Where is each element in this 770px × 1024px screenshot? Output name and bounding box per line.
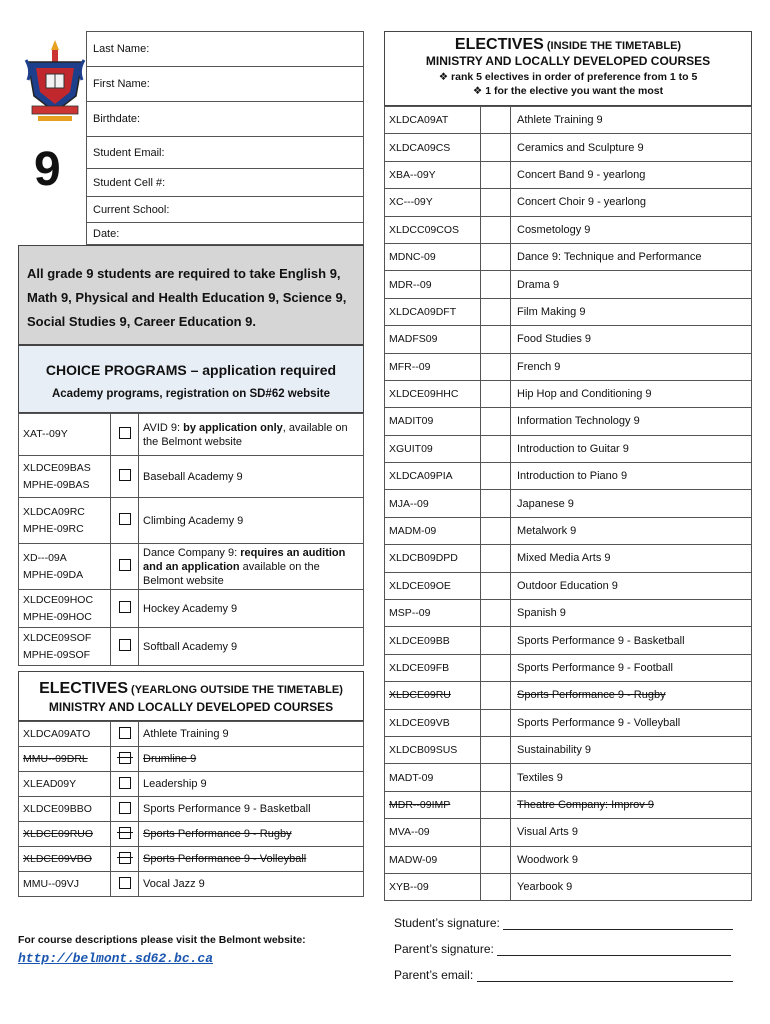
course-code: MPHE-09BAS <box>23 478 90 491</box>
course-code: MADW-09 <box>385 846 481 873</box>
course-name: Introduction to Guitar 9 <box>511 435 752 462</box>
course-name: Sports Performance 9 - Basketball <box>511 627 752 654</box>
yearlong-row <box>19 747 364 772</box>
course-name: Woodwork 9 <box>511 846 752 873</box>
choice-row <box>19 628 364 666</box>
desc-text: available on the Belmont website <box>143 560 320 587</box>
course-name: Athlete Training 9 <box>139 722 364 747</box>
elective-row <box>385 490 752 517</box>
info-row <box>87 197 364 223</box>
elective-row <box>385 545 752 572</box>
course-code: MPHE-09HOC <box>23 610 92 623</box>
yearlong-row <box>19 847 364 872</box>
course-name: Metalwork 9 <box>511 517 752 544</box>
course-code: MJA--09 <box>385 490 481 517</box>
info-field-label: Current School: <box>93 203 170 216</box>
student-info-table <box>86 31 364 245</box>
elective-row <box>385 161 752 188</box>
course-code: XLDCB09DPD <box>385 545 481 572</box>
course-code: XLDCE09VB <box>385 709 481 736</box>
course-code: XGUIT09 <box>385 435 481 462</box>
course-name: Cosmetology 9 <box>511 216 752 243</box>
course-code: MPHE-09SOF <box>23 648 91 661</box>
choice-checkbox-cell <box>111 628 139 666</box>
info-field[interactable] <box>87 102 364 137</box>
rank-input[interactable] <box>481 353 511 380</box>
elective-row <box>385 189 752 216</box>
course-code: XLDCE09RU <box>385 682 481 709</box>
info-row <box>87 67 364 102</box>
desc-emphasis: requires an audition and an application <box>143 546 346 573</box>
yearlong-checkbox-cell <box>111 822 139 847</box>
rank-input[interactable] <box>481 435 511 462</box>
course-code: XLDCE09VBO <box>19 847 111 872</box>
course-name: Sports Performance 9 - Football <box>511 654 752 681</box>
elective-row <box>385 107 752 134</box>
course-name: Spanish 9 <box>511 600 752 627</box>
course-name: Yearbook 9 <box>511 873 752 900</box>
course-code: XYB--09 <box>385 873 481 900</box>
elective-row <box>385 134 752 161</box>
rank-input[interactable] <box>481 243 511 270</box>
rank-input[interactable] <box>481 791 511 818</box>
rank-input[interactable] <box>481 189 511 216</box>
elective-row <box>385 243 752 270</box>
course-name: Sports Performance 9 - Basketball <box>139 797 364 822</box>
course-name: Ceramics and Sculpture 9 <box>511 134 752 161</box>
yearlong-checkbox[interactable] <box>119 777 131 789</box>
yearlong-checkbox-cell <box>111 772 139 797</box>
elective-row <box>385 326 752 353</box>
rank-input[interactable] <box>481 545 511 572</box>
course-code: MMU--09VJ <box>19 872 111 897</box>
electives-title-paren: (INSIDE THE TIMETABLE) <box>546 40 682 52</box>
desc-text: Dance Company 9: <box>143 546 241 559</box>
parent-email-row <box>394 968 733 982</box>
bullet-icon: ❖ <box>438 71 449 83</box>
grade-number: 9 <box>34 143 61 196</box>
choice-row <box>19 414 364 456</box>
elective-row <box>385 216 752 243</box>
elective-row <box>385 764 752 791</box>
rank-input[interactable] <box>481 463 511 490</box>
info-row <box>87 169 364 197</box>
choice-row <box>19 498 364 544</box>
yearlong-checkbox[interactable] <box>119 752 131 764</box>
parent-email-label: Parent’s email: <box>394 968 474 982</box>
choice-row <box>19 590 364 628</box>
course-description-note: For course descriptions please visit the Belmont website: <box>18 934 306 946</box>
choice-programs-title: CHOICE PROGRAMS – application required <box>45 362 337 378</box>
yearlong-row <box>19 772 364 797</box>
course-name: Introduction to Piano 9 <box>511 463 752 490</box>
choice-programs-header <box>18 345 364 413</box>
parent-signature-row <box>394 942 731 956</box>
course-name: Sustainability 9 <box>511 736 752 763</box>
course-code: XLDCA09PIA <box>385 463 481 490</box>
course-name: Hip Hop and Conditioning 9 <box>511 380 752 407</box>
course-name: Visual Arts 9 <box>511 819 752 846</box>
course-code: XLDCE09BBO <box>19 797 111 822</box>
course-code: MDR--09IMP <box>385 791 481 818</box>
rank-input[interactable] <box>481 107 511 134</box>
course-code: XLDCA09ATO <box>19 722 111 747</box>
yearlong-electives-header <box>18 671 364 721</box>
course-code: MADFS09 <box>385 326 481 353</box>
required-courses-text: All grade 9 students are required to take English 9, Math 9, Physical and Health Education 9, Science 9, Social Studies 9, Career Education 9. <box>27 266 347 329</box>
rank-input[interactable] <box>481 216 511 243</box>
yearlong-checkbox-cell <box>111 797 139 822</box>
course-name: Outdoor Education 9 <box>511 572 752 599</box>
yearlong-checkbox-cell <box>111 747 139 772</box>
course-code: MFR--09 <box>385 353 481 380</box>
elective-row <box>385 271 752 298</box>
belmont-website-link[interactable]: http://belmont.sd62.bc.ca <box>18 951 214 966</box>
desc-text: Hockey Academy 9 <box>143 602 238 615</box>
rank-input[interactable] <box>481 873 511 900</box>
choice-checkbox-cell <box>111 498 139 544</box>
course-code: MADM-09 <box>385 517 481 544</box>
elective-row <box>385 709 752 736</box>
yearlong-checkbox[interactable] <box>119 802 131 814</box>
course-code: XLDCB09SUS <box>385 736 481 763</box>
elective-row <box>385 435 752 462</box>
course-name: Sports Performance 9 - Volleyball <box>139 847 364 872</box>
electives-header <box>384 31 752 106</box>
course-code: XLDCE09OE <box>385 572 481 599</box>
rank-input[interactable] <box>481 380 511 407</box>
course-name: Sports Performance 9 - Rugby <box>511 682 752 709</box>
elective-row <box>385 736 752 763</box>
choice-checkbox[interactable] <box>119 513 131 525</box>
course-name: Leadership 9 <box>139 772 364 797</box>
choice-course-codes <box>19 628 111 666</box>
course-code: MPHE-09DA <box>23 568 84 581</box>
rank-input[interactable] <box>481 572 511 599</box>
choice-course-codes <box>19 590 111 628</box>
course-code: MMU--09DRL <box>19 747 111 772</box>
yearlong-row <box>19 822 364 847</box>
choice-programs-table <box>18 413 364 666</box>
course-name: Mixed Media Arts 9 <box>511 545 752 572</box>
info-row <box>87 137 364 169</box>
desc-text: Climbing Academy 9 <box>143 514 244 527</box>
course-name: Concert Choir 9 - yearlong <box>511 189 752 216</box>
rank-input[interactable] <box>481 271 511 298</box>
elective-row <box>385 298 752 325</box>
desc-text: , available on the Belmont website <box>143 421 348 448</box>
course-name: Food Studies 9 <box>511 326 752 353</box>
yearlong-checkbox-cell <box>111 847 139 872</box>
ranking-instruction-2: 1 for the elective you want the most <box>485 85 664 97</box>
choice-checkbox[interactable] <box>119 469 131 481</box>
course-code: XLDCC09COS <box>385 216 481 243</box>
info-field-label: Birthdate: <box>93 113 141 125</box>
student-signature-line[interactable] <box>503 917 733 930</box>
course-name: Information Technology 9 <box>511 408 752 435</box>
choice-course-codes <box>19 544 111 590</box>
course-code: XLDCE09BAS <box>23 461 91 474</box>
info-field-label: Last Name: <box>93 43 150 55</box>
parent-signature-label: Parent’s signature: <box>394 942 494 956</box>
course-code: MDR--09 <box>385 271 481 298</box>
choice-programs-subtitle: Academy programs, registration on SD#62 website <box>51 388 330 400</box>
course-code: XLDCA09AT <box>385 107 481 134</box>
rank-input[interactable] <box>481 134 511 161</box>
choice-checkbox[interactable] <box>119 639 131 651</box>
choice-checkbox-cell <box>111 456 139 498</box>
course-name: Concert Band 9 - yearlong <box>511 161 752 188</box>
choice-course-codes <box>19 456 111 498</box>
course-name: French 9 <box>511 353 752 380</box>
choice-checkbox[interactable] <box>119 559 131 571</box>
bullet-icon: ❖ <box>472 85 483 97</box>
elective-row <box>385 791 752 818</box>
course-code: MADT-09 <box>385 764 481 791</box>
course-code: XLDCA09RC <box>23 505 85 518</box>
course-name: Dance 9: Technique and Performance <box>511 243 752 270</box>
elective-row <box>385 353 752 380</box>
choice-checkbox[interactable] <box>119 601 131 613</box>
yearlong-electives-table <box>18 721 364 897</box>
course-name: Vocal Jazz 9 <box>139 872 364 897</box>
course-name: Film Making 9 <box>511 298 752 325</box>
info-row <box>87 102 364 137</box>
rank-input[interactable] <box>481 326 511 353</box>
yearlong-checkbox[interactable] <box>119 727 131 739</box>
rank-input[interactable] <box>481 819 511 846</box>
info-row <box>87 32 364 67</box>
course-code: XLDCE09FB <box>385 654 481 681</box>
rank-input[interactable] <box>481 161 511 188</box>
course-code: MADIT09 <box>385 408 481 435</box>
choice-description <box>139 590 364 628</box>
course-code: XLDCE09SOF <box>23 631 92 644</box>
choice-row <box>19 544 364 590</box>
info-field[interactable] <box>87 197 364 223</box>
info-field[interactable] <box>87 137 364 169</box>
rank-input[interactable] <box>481 736 511 763</box>
elective-row <box>385 463 752 490</box>
elective-row <box>385 873 752 900</box>
course-code: XAT--09Y <box>23 428 68 440</box>
choice-description <box>139 456 364 498</box>
ranking-instruction-1: rank 5 electives in order of preference from 1 to 5 <box>451 71 698 83</box>
yearlong-checkbox-cell <box>111 872 139 897</box>
course-code: XLDCA09CS <box>385 134 481 161</box>
elective-row <box>385 600 752 627</box>
elective-row <box>385 517 752 544</box>
choice-row <box>19 456 364 498</box>
info-field-label: Student Cell #: <box>93 176 166 189</box>
yearlong-checkbox-cell <box>111 722 139 747</box>
electives-title-main: ELECTIVES <box>454 36 544 53</box>
elective-row <box>385 627 752 654</box>
student-signature-label: Student’s signature: <box>394 916 500 930</box>
choice-checkbox[interactable] <box>119 427 131 439</box>
rank-input[interactable] <box>481 627 511 654</box>
yearlong-title-main: ELECTIVES <box>39 680 128 697</box>
rank-input[interactable] <box>481 517 511 544</box>
electives-table <box>384 106 752 901</box>
rank-input[interactable] <box>481 846 511 873</box>
course-code: MDNC-09 <box>385 243 481 270</box>
course-code: XLDCE09BB <box>385 627 481 654</box>
choice-course-codes <box>19 498 111 544</box>
course-name: Sports Performance 9 - Volleyball <box>511 709 752 736</box>
desc-emphasis: by application only <box>183 421 283 434</box>
course-name: Drama 9 <box>511 271 752 298</box>
course-name: Sports Performance 9 - Rugby <box>139 822 364 847</box>
choice-checkbox-cell <box>111 590 139 628</box>
school-crest-logo <box>24 40 86 122</box>
choice-course-codes <box>19 414 111 456</box>
parent-signature-line[interactable] <box>497 943 731 956</box>
yearlong-subtitle: MINISTRY AND LOCALLY DEVELOPED COURSES <box>48 700 334 714</box>
course-name: Textiles 9 <box>511 764 752 791</box>
rank-input[interactable] <box>481 709 511 736</box>
info-field-label: First Name: <box>93 78 150 90</box>
elective-row <box>385 572 752 599</box>
course-code: XLEAD09Y <box>19 772 111 797</box>
elective-row <box>385 380 752 407</box>
course-code: XBA--09Y <box>385 161 481 188</box>
info-field[interactable] <box>87 67 364 102</box>
choice-description <box>139 544 364 590</box>
elective-row <box>385 408 752 435</box>
elective-row <box>385 682 752 709</box>
rank-input[interactable] <box>481 600 511 627</box>
elective-row <box>385 654 752 681</box>
course-code: XLDCE09HOC <box>23 593 94 606</box>
required-courses-note <box>18 245 364 345</box>
yearlong-checkbox[interactable] <box>119 827 131 839</box>
choice-description <box>139 628 364 666</box>
info-field[interactable] <box>87 223 364 245</box>
elective-row <box>385 819 752 846</box>
yearlong-row <box>19 797 364 822</box>
parent-email-line[interactable] <box>477 969 733 982</box>
yearlong-checkbox[interactable] <box>119 877 131 889</box>
info-row <box>87 223 364 245</box>
course-code: MVA--09 <box>385 819 481 846</box>
desc-text: Softball Academy 9 <box>143 640 238 653</box>
course-code: XLDCE09HHC <box>385 380 481 407</box>
choice-description <box>139 498 364 544</box>
rank-input[interactable] <box>481 490 511 517</box>
student-signature-row <box>394 916 733 930</box>
yearlong-row <box>19 722 364 747</box>
electives-subtitle: MINISTRY AND LOCALLY DEVELOPED COURSES <box>425 54 711 68</box>
choice-checkbox-cell <box>111 414 139 456</box>
yearlong-title-paren: (YEARLONG OUTSIDE THE TIMETABLE) <box>131 684 343 696</box>
elective-row <box>385 846 752 873</box>
info-field[interactable] <box>87 32 364 67</box>
yearlong-checkbox[interactable] <box>119 852 131 864</box>
choice-description <box>139 414 364 456</box>
course-name: Drumline 9 <box>139 747 364 772</box>
rank-input[interactable] <box>481 654 511 681</box>
desc-text: AVID 9: <box>143 421 184 434</box>
course-code: MPHE-09RC <box>23 522 84 535</box>
course-code: XLDCA09DFT <box>385 298 481 325</box>
rank-input[interactable] <box>481 682 511 709</box>
info-field[interactable] <box>87 169 364 197</box>
course-code: XLDCE09RUO <box>19 822 111 847</box>
rank-input[interactable] <box>481 764 511 791</box>
choice-checkbox-cell <box>111 544 139 590</box>
rank-input[interactable] <box>481 408 511 435</box>
course-name: Athlete Training 9 <box>511 107 752 134</box>
course-code: XD---09A <box>23 551 67 564</box>
course-name: Theatre Company: Improv 9 <box>511 791 752 818</box>
info-field-label: Student Email: <box>93 146 165 159</box>
yearlong-row <box>19 872 364 897</box>
info-field-label: Date: <box>93 227 120 240</box>
course-name: Japanese 9 <box>511 490 752 517</box>
course-code: MSP--09 <box>385 600 481 627</box>
rank-input[interactable] <box>481 298 511 325</box>
course-code: XC---09Y <box>385 189 481 216</box>
desc-text: Baseball Academy 9 <box>143 470 243 483</box>
